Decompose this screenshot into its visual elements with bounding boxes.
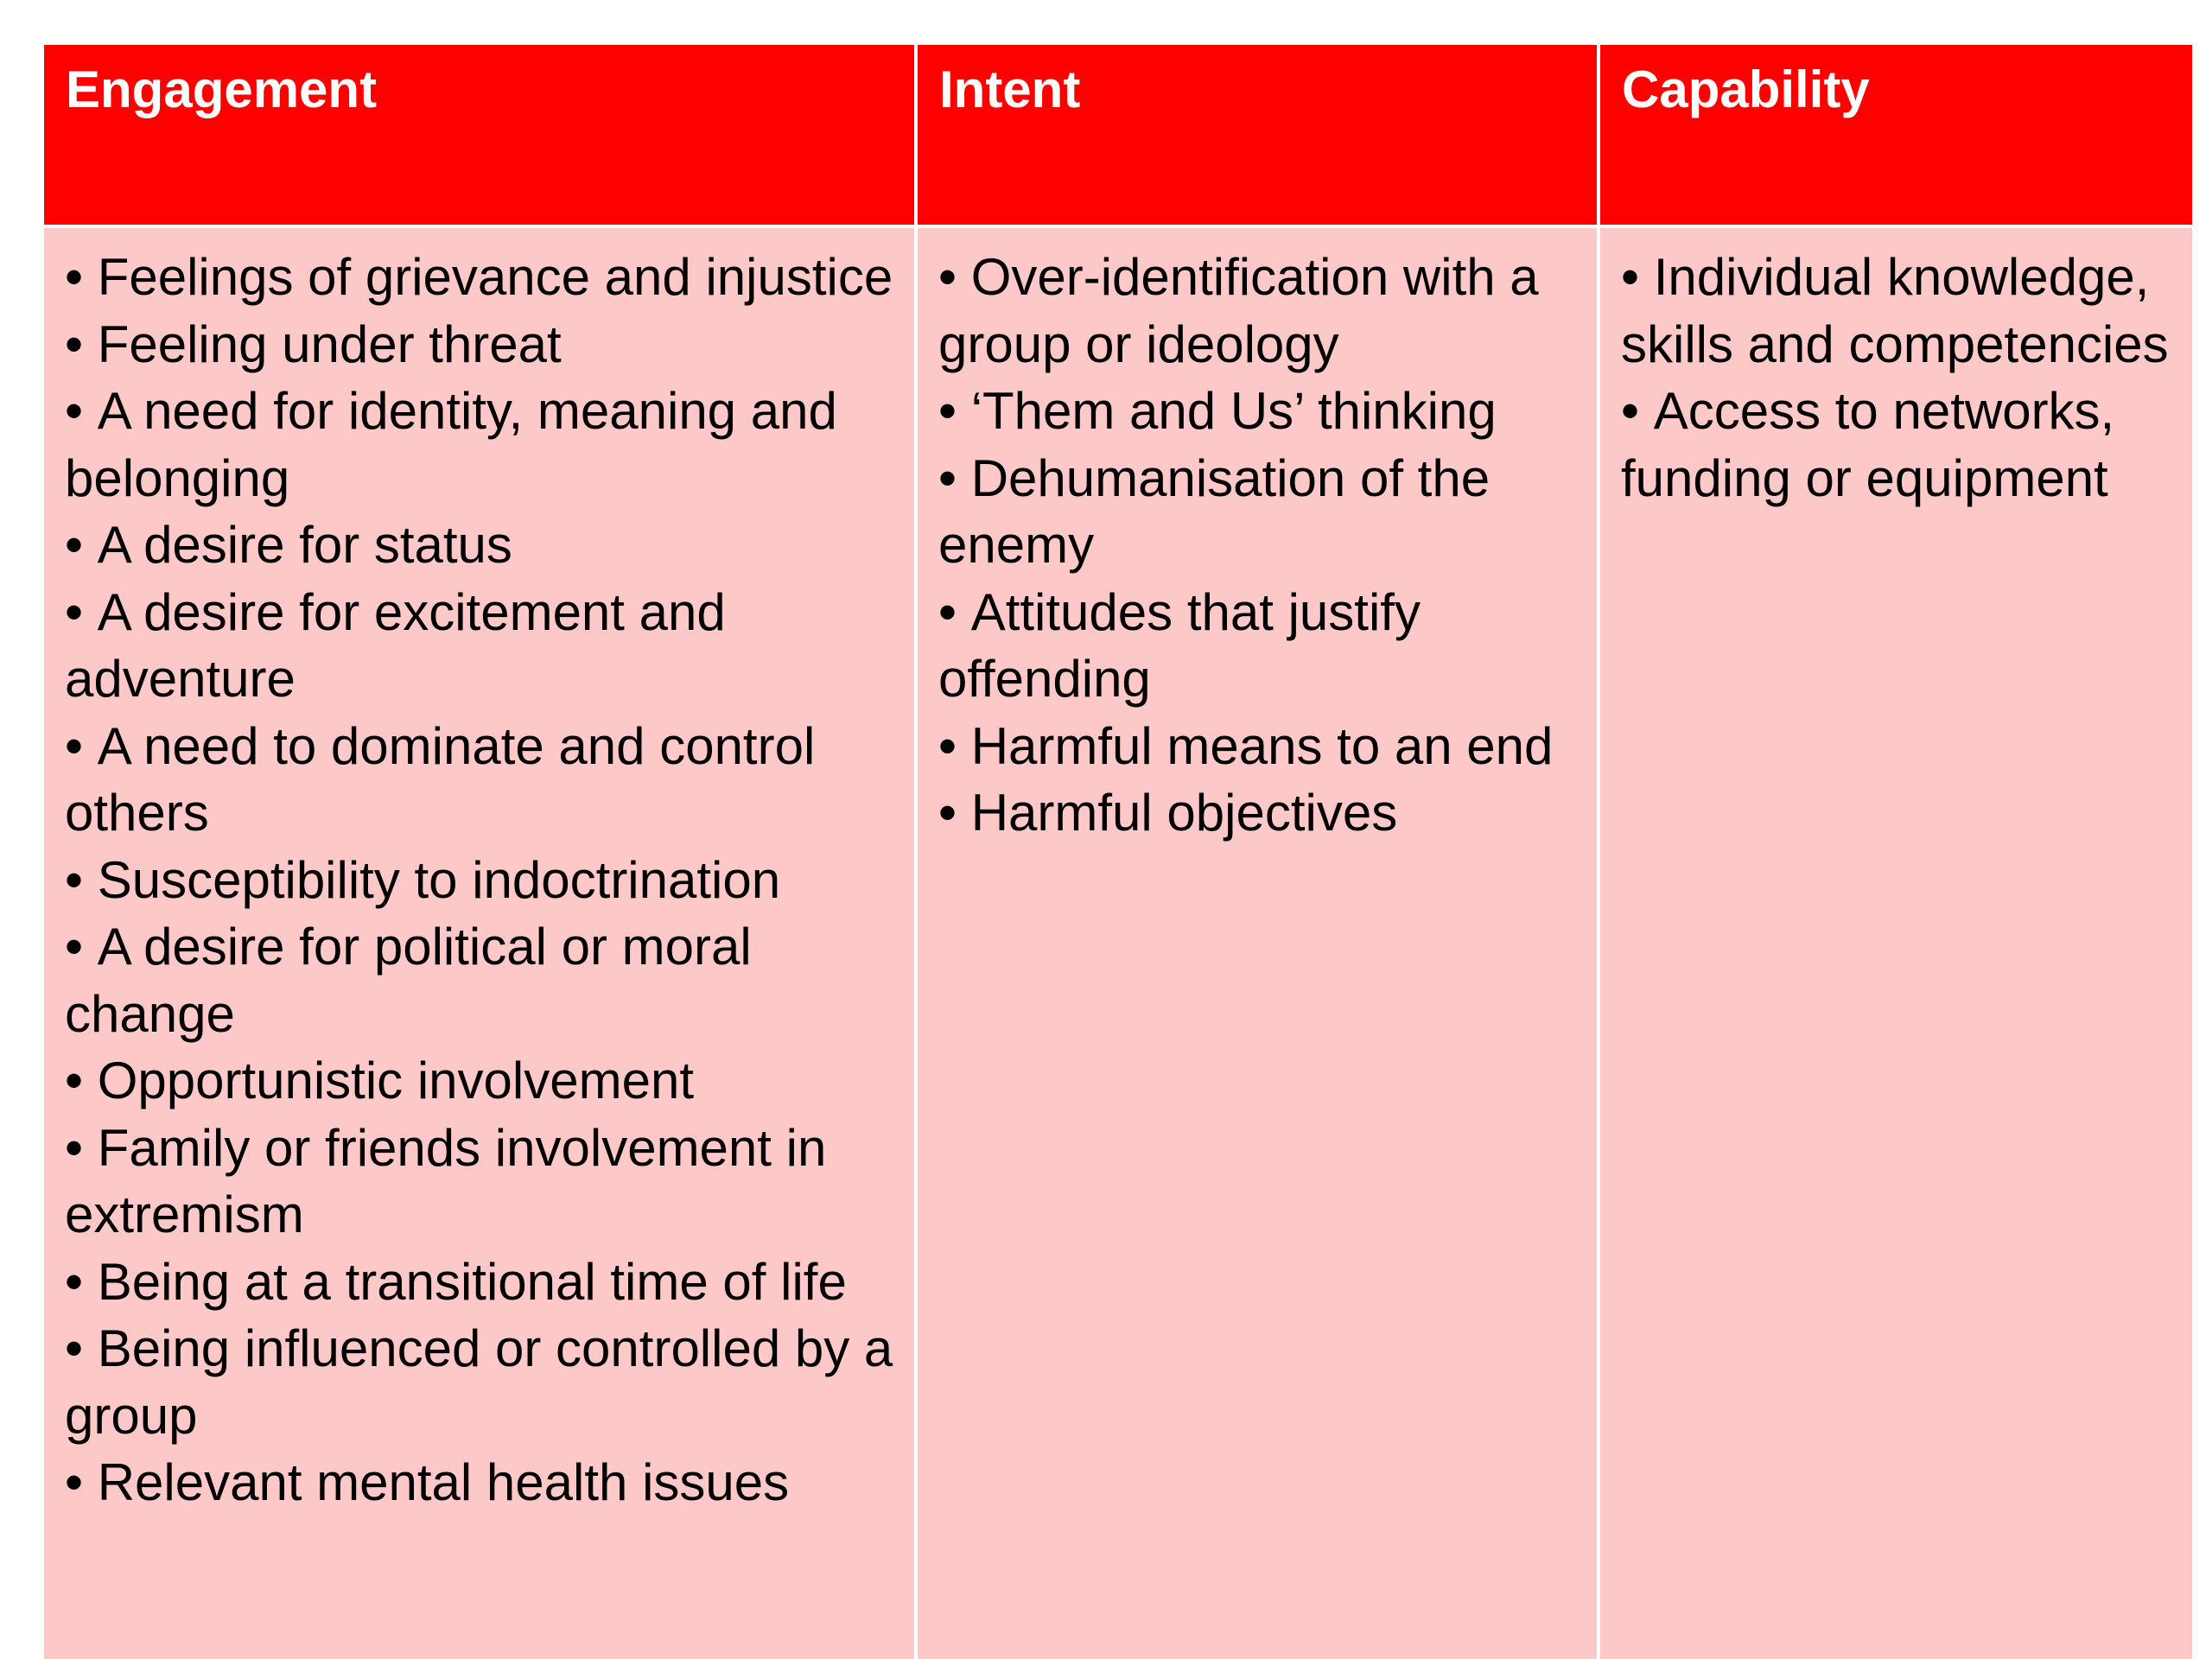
list-item: • Being at a transitional time of life — [65, 1249, 902, 1316]
list-item: • Feelings of grievance and injustice — [65, 244, 902, 311]
capability-cell — [1600, 228, 2192, 1659]
header-engagement: Engagement — [44, 45, 914, 225]
list-item: • Susceptibility to indoctrination — [65, 847, 902, 914]
list-item: • ‘Them and Us’ thinking — [938, 378, 1585, 445]
header-intent: Intent — [918, 45, 1597, 225]
capability-list — [1621, 244, 2180, 512]
list-item: • A need to dominate and control others — [65, 713, 902, 847]
list-item: • Opportunistic involvement — [65, 1047, 902, 1115]
engagement-list — [65, 244, 902, 1516]
list-item: • A desire for political or moral change — [65, 913, 902, 1047]
intent-list — [938, 244, 1585, 847]
list-item: • Family or friends involvement in extremism — [65, 1115, 902, 1249]
list-item: • A desire for status — [65, 512, 902, 579]
list-item: • Harmful means to an end — [938, 713, 1585, 780]
header-capability: Capability — [1600, 45, 2192, 225]
list-item: • A need for identity, meaning and belonging — [65, 378, 902, 512]
list-item: • Access to networks, funding or equipment — [1621, 378, 2180, 512]
list-item: • Harmful objectives — [938, 779, 1585, 847]
list-item: • Dehumanisation of the enemy — [938, 445, 1585, 579]
list-item: • Being influenced or controlled by a group — [65, 1315, 902, 1449]
list-item: • Over-identification with a group or ideology — [938, 244, 1585, 378]
list-item: • A desire for excitement and adventure — [65, 579, 902, 713]
factors-table — [44, 45, 2192, 1659]
intent-cell — [918, 228, 1597, 1659]
list-item: • Individual knowledge, skills and competencies — [1621, 244, 2180, 378]
list-item: • Feeling under threat — [65, 311, 902, 378]
engagement-cell — [44, 228, 914, 1659]
list-item: • Relevant mental health issues — [65, 1449, 902, 1516]
list-item: • Attitudes that justify offending — [938, 579, 1585, 713]
